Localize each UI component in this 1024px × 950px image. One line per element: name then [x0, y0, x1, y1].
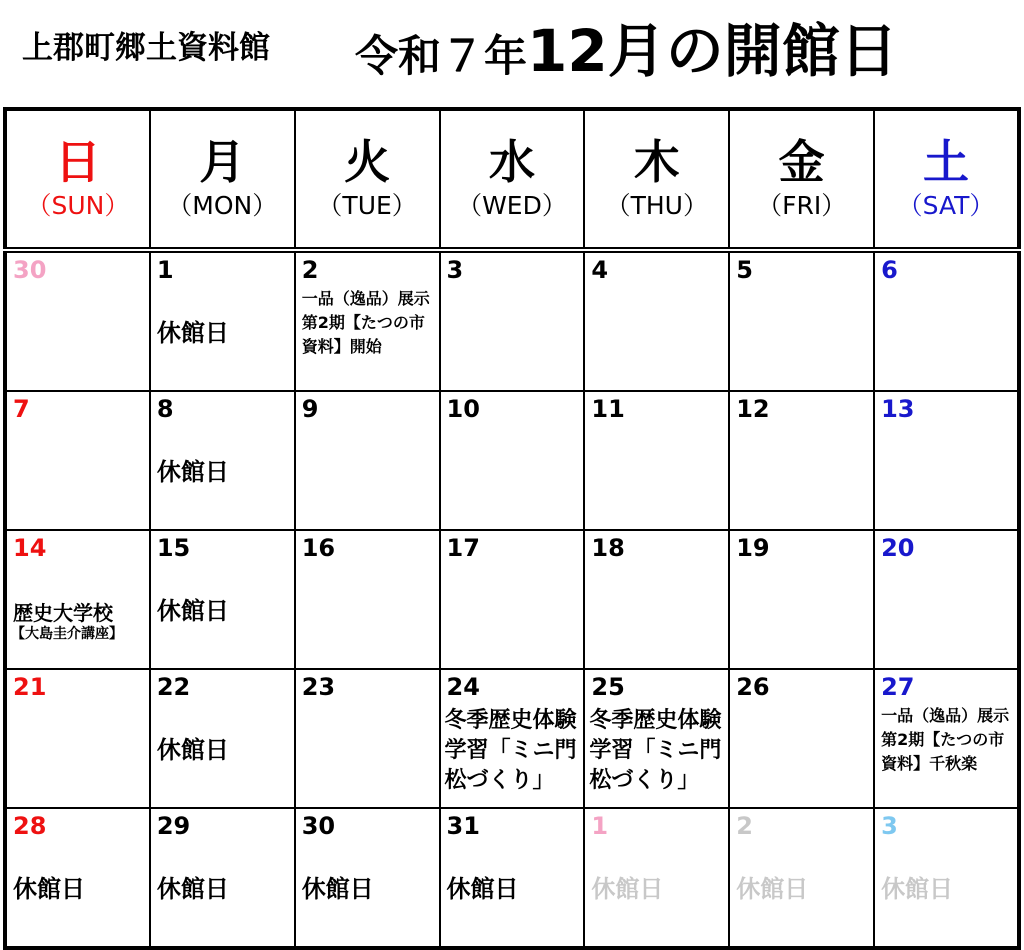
- weekday-kanji: 木: [633, 134, 680, 189]
- week-row: [5, 530, 1019, 669]
- weekday-english: （SUN）: [26, 191, 130, 221]
- day-cell: [440, 391, 585, 530]
- day-number: 3: [881, 812, 898, 840]
- event-history-lecture: 【大島圭介講座】: [11, 626, 123, 642]
- day-number: 17: [446, 534, 480, 562]
- day-cell: [584, 391, 729, 530]
- day-number: 13: [881, 395, 915, 423]
- closed-label: 休館日: [881, 875, 954, 903]
- weekday-fri: [729, 109, 874, 250]
- day-number: 14: [13, 534, 47, 562]
- weekday-kanji: 月: [199, 134, 246, 189]
- day-number: 9: [301, 395, 319, 423]
- closed-label: 休館日: [156, 875, 229, 903]
- day-cell: [440, 808, 585, 948]
- day-number: 16: [301, 534, 336, 562]
- day-number: 11: [591, 395, 625, 423]
- day-cell: [729, 530, 874, 669]
- closed-label: 休館日: [736, 875, 809, 903]
- closed-label: 休館日: [446, 875, 519, 903]
- closed-label: 休館日: [591, 875, 664, 903]
- day-cell: [440, 530, 585, 669]
- week-row: [5, 669, 1019, 808]
- day-cell: [150, 391, 295, 530]
- day-cell: [295, 391, 440, 530]
- day-number: 29: [156, 812, 191, 840]
- weekday-thu: [584, 109, 729, 250]
- weekday-header-row: [5, 109, 1019, 250]
- closed-label: 休館日: [156, 597, 229, 625]
- day-number: 22: [156, 673, 191, 701]
- weekday-wed: [440, 109, 585, 250]
- weekday-mon: [150, 109, 295, 250]
- day-number: 21: [13, 673, 47, 701]
- day-number: 3: [446, 256, 464, 284]
- day-number: 2: [736, 812, 753, 840]
- day-cell: [874, 669, 1019, 808]
- event-workshop: 冬季歴史体験学習「ミニ門松づくり」: [589, 708, 722, 793]
- weekday-english: （THU）: [605, 191, 708, 221]
- day-cell: [5, 391, 150, 530]
- day-cell: [874, 530, 1019, 669]
- day-number: 15: [156, 534, 191, 562]
- day-cell: [584, 530, 729, 669]
- day-number: 31: [446, 812, 480, 840]
- day-cell: [295, 530, 440, 669]
- day-number: 1: [591, 812, 609, 840]
- calendar-title-month: 12月の開館日: [527, 17, 898, 85]
- day-cell: [295, 808, 440, 948]
- weekday-english: （TUE）: [317, 191, 417, 221]
- day-number: 4: [591, 256, 609, 284]
- weekday-kanji: 金: [778, 134, 825, 189]
- weekday-english: （SAT）: [897, 191, 995, 221]
- calendar-grid: [3, 107, 1021, 950]
- day-number: 28: [13, 812, 47, 840]
- day-number: 10: [446, 395, 480, 423]
- day-cell: [5, 669, 150, 808]
- closed-label: 休館日: [156, 736, 229, 764]
- day-cell: [584, 250, 729, 391]
- event-exhibit-start: 一品（逸品）展示第2期【たつの市資料】開始: [301, 289, 430, 356]
- day-cell: [584, 808, 729, 948]
- week-row: [5, 391, 1019, 530]
- day-number: 30: [301, 812, 336, 840]
- day-cell: [150, 530, 295, 669]
- day-cell: [729, 250, 874, 391]
- week-row: [5, 250, 1019, 391]
- day-cell: [150, 808, 295, 948]
- day-number: 19: [736, 534, 770, 562]
- day-number: 2: [301, 256, 319, 284]
- day-cell: [874, 250, 1019, 391]
- calendar-title-era: 令和７年: [355, 32, 527, 82]
- day-cell: [440, 250, 585, 391]
- day-cell: [729, 391, 874, 530]
- day-number: 5: [736, 256, 753, 284]
- day-number: 8: [156, 395, 174, 423]
- day-cell: [150, 250, 295, 391]
- day-number: 1: [156, 256, 174, 284]
- weekday-tue: [295, 109, 440, 250]
- day-cell: [295, 250, 440, 391]
- day-number: 12: [736, 395, 770, 423]
- weekday-kanji: 水: [488, 134, 535, 189]
- event-exhibit-end: 一品（逸品）展示第2期【たつの市資料】千秋楽: [881, 706, 1010, 773]
- weekday-sun: [5, 109, 150, 250]
- day-cell: [729, 808, 874, 948]
- week-row: [5, 808, 1019, 948]
- day-cell: [5, 808, 150, 948]
- day-number: 27: [881, 673, 915, 701]
- day-number: 6: [881, 256, 898, 284]
- weekday-english: （FRI）: [757, 191, 847, 221]
- day-number: 24: [446, 673, 480, 701]
- day-cell: [5, 530, 150, 669]
- event-workshop: 冬季歴史体験学習「ミニ門松づくり」: [444, 708, 577, 793]
- day-number: 7: [13, 395, 30, 423]
- calendar-title: [355, 4, 898, 88]
- day-cell: [874, 808, 1019, 948]
- weekday-kanji: 土: [923, 134, 970, 189]
- closed-label: 休館日: [156, 319, 229, 347]
- day-number: 30: [13, 256, 47, 284]
- weekday-kanji: 日: [54, 134, 101, 189]
- day-number: 26: [736, 673, 770, 701]
- day-cell: [874, 391, 1019, 530]
- day-cell: [150, 669, 295, 808]
- closed-label: 休館日: [301, 875, 374, 903]
- weekday-sat: [874, 109, 1019, 250]
- day-number: 20: [881, 534, 915, 562]
- day-number: 23: [301, 673, 336, 701]
- day-number: 25: [591, 673, 625, 701]
- calendar-header: [0, 0, 1024, 100]
- weekday-english: （MON）: [167, 191, 278, 221]
- weekday-kanji: 火: [344, 134, 391, 189]
- day-cell: [5, 250, 150, 391]
- day-cell: [584, 669, 729, 808]
- day-cell: [295, 669, 440, 808]
- closed-label: 休館日: [13, 875, 85, 903]
- closed-label: 休館日: [156, 458, 229, 486]
- event-history-school: 歴史大学校: [13, 601, 113, 625]
- day-cell: [440, 669, 585, 808]
- weekday-english: （WED）: [457, 191, 567, 221]
- day-cell: [729, 669, 874, 808]
- day-number: 18: [591, 534, 625, 562]
- museum-name: 上郡町郷土資料館: [22, 30, 270, 66]
